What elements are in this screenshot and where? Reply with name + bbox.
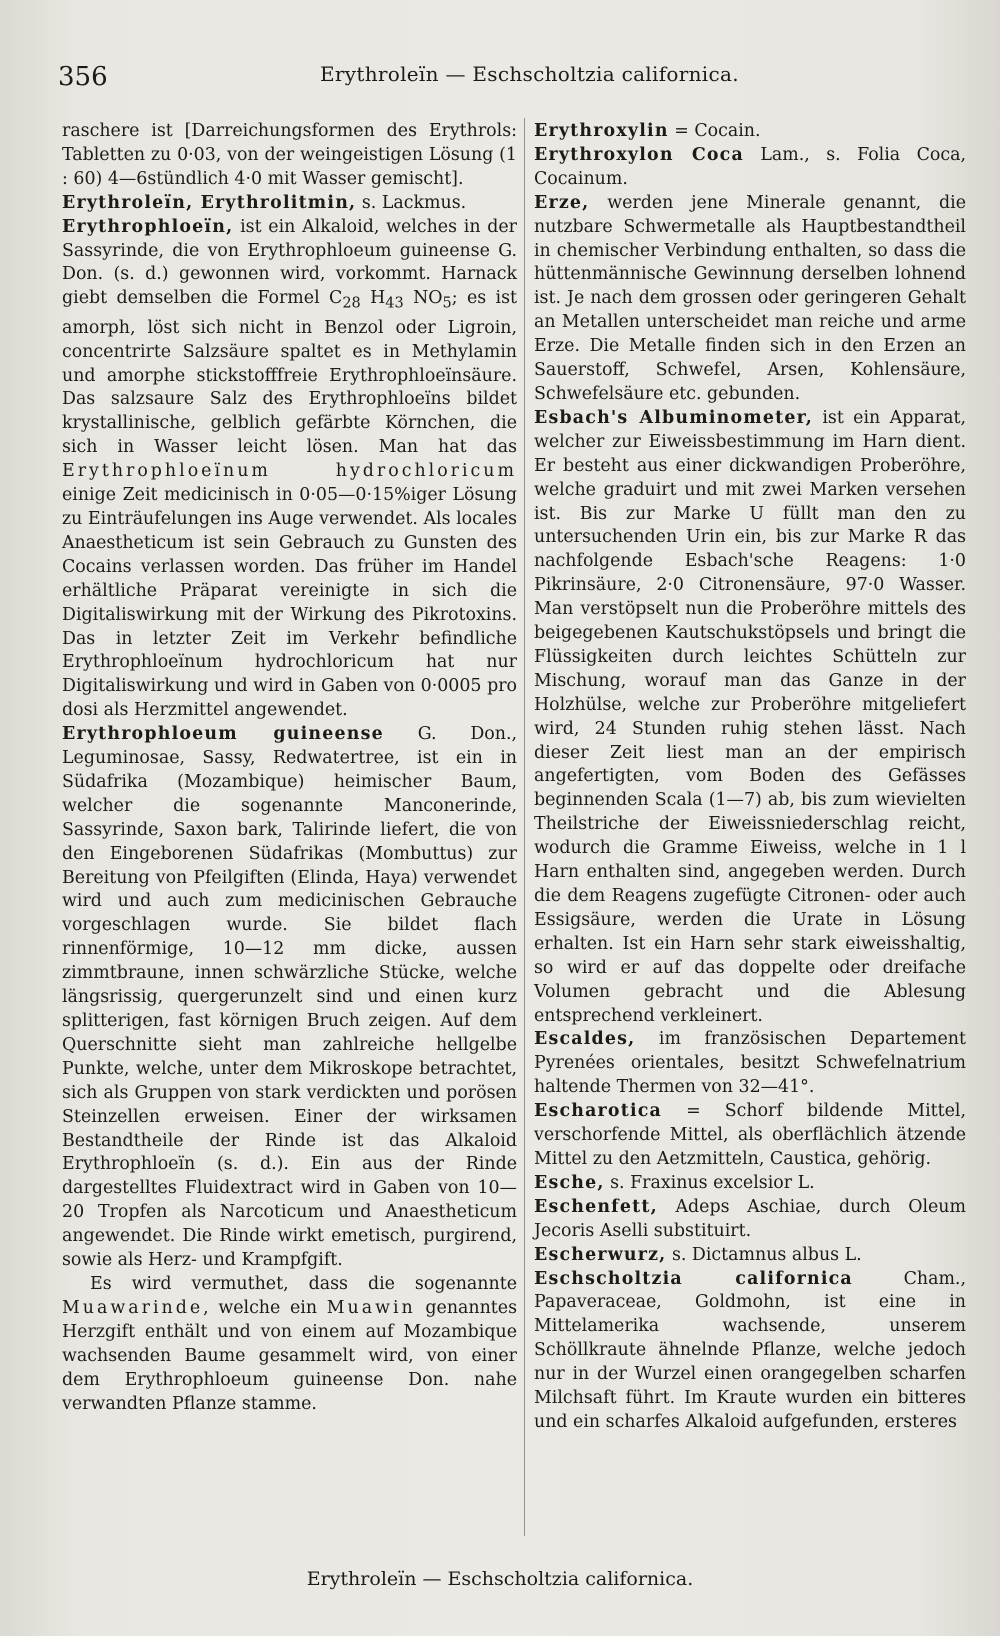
running-title: Erythroleïn — Eschscholtzia californica. bbox=[320, 62, 739, 86]
spaced-term: Muawarinde bbox=[62, 1297, 204, 1318]
entry-erze: Erze, werden jene Minerale genannt, die nutzbare Schwermetalle als Hauptbestandtheil in chemischer Verbindung enthalten, so dass die hüttenmännische Gewinnung derselben lohnend ist. Je nach dem grossen oder geringeren Gehalt an Metallen unterscheidet man reiche und arme Erze. Die Metalle finden sich in den Erzen an Sauerstoff, Schwefel, Arsen, Kohlensäure, Schwefelsäure etc. gebunden. bbox=[534, 192, 966, 404]
entry-erythroxylon-coca: Erythroxylon Coca Lam., s. Folia Coca, Cocainum. bbox=[534, 144, 966, 189]
entry-esbach-albuminometer: Esbach's Albuminometer, ist ein Apparat, welcher zur Eiweissbestimmung im Harn dient. Er besteht aus einer dickwandigen Proberöhre, welche graduirt und mit zwei Marken versehen ist. Bis zur Marke U füllt man den zu untersuchenden Urin ein, bis zur Marke R das nachfolgende Esbach'sche Reagens: 1·0 Pikrinsäure, 2·0 Citronensäure, 97·0 Wasser. Man verstöpselt nun die Proberöhre mittels des beigegebenen Kautschukstöpsels und bringt die Flüssigkeiten durch leichtes Schütteln zur Mischung, worauf man das Ganze in der Holzhülse, welche zur Proberöhre mitgeliefert wird, 24 Stunden ruhig stehen lässt. Nach dieser Zeit liest man an der empirisch angefertigten, vom Boden des Gefässes beginnenden Scala (1—7) ab, bis zum wievielten Theilstriche der Eiweissniederschlag reicht, wodurch die Gramme Eiweiss, welche in 1 l Harn enthalten sind, angegeben werden. Durch die dem Reagens zugefügte Citronen- oder auch Essigsäure, werden die Urate in Lösung erhalten. Ist ein Harn sehr stark eiweisshaltig, so wird er auf das doppelte oder dreifache Volumen gebracht und die Ablesung entsprechend verkleinert. bbox=[534, 407, 966, 1026]
page-number: 356 bbox=[58, 62, 108, 92]
entry-escharotica: Escharotica = Schorf bildende Mittel, verschorfende Mittel, als oberflächlich ätzende Mittel zu den Aetzmitteln, Caustica, gehörig. bbox=[534, 1101, 966, 1169]
entry-escherwurz: Escherwurz, s. Dictamnus albus L. bbox=[534, 1244, 862, 1265]
entry-erythrophloeum-guineense: Erythrophloeum guineense G. Don., Leguminosae, Sassy, Redwatertree, ist ein in Südafrika (Mozambique) heimischer Baum, welcher die sogenannte Manconerinde, Sassyrinde, Saxon bark, Talirinde liefert, die von den Eingeborenen Südafrikas (Mombuttus) zur Bereitung von Pfeilgiften (Elinda, Haya) verwendet wird und auch zum medicinischen Gebrauche vorgeschlagen wurde. Sie bildet flach rinnenförmige, 10—12 mm dicke, aussen zimmtbraune, innen schwärzliche Stücke, welche längsrissig, quergerunzelt sind und einen kurz splitterigen, fast körnigen Bruch zeigen. Auf dem Querschnitte sieht man zahlreiche hellgelbe Punkte, welche, unter dem Mikroskope betrachtet, sich als Gruppen von stark verdickten und porösen Steinzellen erweisen. Einer der wirksamen Bestandtheile der Rinde ist das Alkaloid Erythrophloeïn (s. d.). Ein aus der Rinde dargestelltes Fluidextract wird in Gaben von 10—20 Tropfen als Narcoticum und Anaestheticum angewendet. Die Rinde wirkt emetisch, purgirend, sowie als Herz- und Krampfgift. bbox=[62, 724, 517, 1271]
entry-eschenfett: Eschenfett, Adeps Aschiae, durch Oleum Jecoris Aselli substituirt. bbox=[534, 1196, 966, 1241]
headword: Erythroleïn, Erythrolitmin, bbox=[62, 192, 357, 213]
headword: Erythroxylin bbox=[534, 121, 669, 141]
headword: Escharotica bbox=[534, 1101, 663, 1122]
headword: Escaldes, bbox=[534, 1029, 636, 1050]
page-footer: Erythroleïn — Eschscholtzia californica. bbox=[306, 1568, 694, 1590]
headword: Escherwurz, bbox=[534, 1244, 667, 1265]
spaced-term: Muawin bbox=[326, 1297, 416, 1318]
headword: Esche, bbox=[534, 1172, 605, 1193]
spaced-term: Erythrophloeïnum hydrochloricum bbox=[62, 461, 517, 482]
paragraph-muawarinde: Es wird vermuthet, dass die sogenannte Muawarinde, welche ein Muawin genanntes Herzgift enthält und von einem auf Mozambique wachsenden Baume gesammelt wird, von einer dem Erythrophloeum guineense Don. nahe verwandten Pflanze stamme. bbox=[62, 1273, 517, 1414]
entry-erythrolein: Erythroleïn, Erythrolitmin, s. Lackmus. bbox=[62, 192, 467, 213]
entry-erythroxylin: Erythroxylin = Cocain. bbox=[534, 121, 761, 141]
headword: Erythroxylon Coca bbox=[534, 144, 744, 165]
left-column bbox=[62, 120, 517, 1416]
headword: Esbach's Albuminometer, bbox=[534, 407, 813, 428]
entry-eschscholtzia-californica: Eschscholtzia californica Cham., Papaveraceae, Goldmohn, ist eine in Mittelamerika wachsende, unserem Schöllkraute ähnelnde Pflanze, welche jedoch nur in der Wurzel einen orangegelben scharfen Milchsaft führt. Im Kraute wurden ein bitteres und ein scharfes Alkaloid aufgefunden, ersteres bbox=[534, 1268, 966, 1432]
column-divider bbox=[524, 118, 525, 1536]
continued-paragraph: raschere ist [Darreichungsformen des Erythrols: Tabletten zu 0·03, von der weingeistigen Lösung (1 : 60) 4—6stündlich 4·0 mit Wasser gemischt]. bbox=[62, 121, 517, 189]
entry-erythrophloein: Erythrophloeïn, ist ein Alkaloid, welches in der Sassyrinde, die von Erythrophloeum guineense G. Don. (s. d.) gewonnen wird, vorkommt. Harnack giebt demselben die Formel $C_{28}$ $H_{43}$ $NO_5$; es ist amorph, löst sich nicht in Benzol oder Ligroin, concentrirte Salzsäure spaltet es in Methylamin und amorphe stickstofffreie Erythrophloeïnsäure. Das salzsaure Salz des Erythrophloeïns bildet krystallinische, gelblich gefärbte Körnchen, die sich in Wasser leicht lösen. Man hat das Erythrophloeïnum hydrochloricum einige Zeit medicinisch in 0·05—0·15%iger Lösung zu Einträufelungen ins Auge verwendet. Als locales Anaestheticum ist sein Gebrauch zu Gunsten des Cocains verlassen worden. Das früher im Handel erhältliche Präparat vereinigte in sich die Digitaliswirkung mit der Wirkung des Pikrotoxins. Das in letzter Zeit im Verkehr befindliche Erythrophloeïnum hydrochloricum hat nur Digitaliswirkung und wird in Gaben von 0·0005 pro dosi als Herzmittel angewendet. bbox=[62, 216, 518, 721]
headword: Eschscholtzia californica bbox=[534, 1268, 853, 1289]
right-column bbox=[534, 120, 966, 1435]
headword: Eschenfett, bbox=[534, 1196, 658, 1217]
entry-esche: Esche, s. Fraxinus excelsior L. bbox=[534, 1172, 815, 1193]
headword: Erythrophloeïn, bbox=[62, 216, 234, 237]
headword: Erze, bbox=[534, 192, 590, 213]
entry-escaldes: Escaldes, im französischen Departement Pyrenées orientales, besitzt Schwefelnatrium haltende Thermen von 32—41°. bbox=[534, 1029, 966, 1098]
headword: Erythrophloeum guineense bbox=[62, 724, 384, 745]
